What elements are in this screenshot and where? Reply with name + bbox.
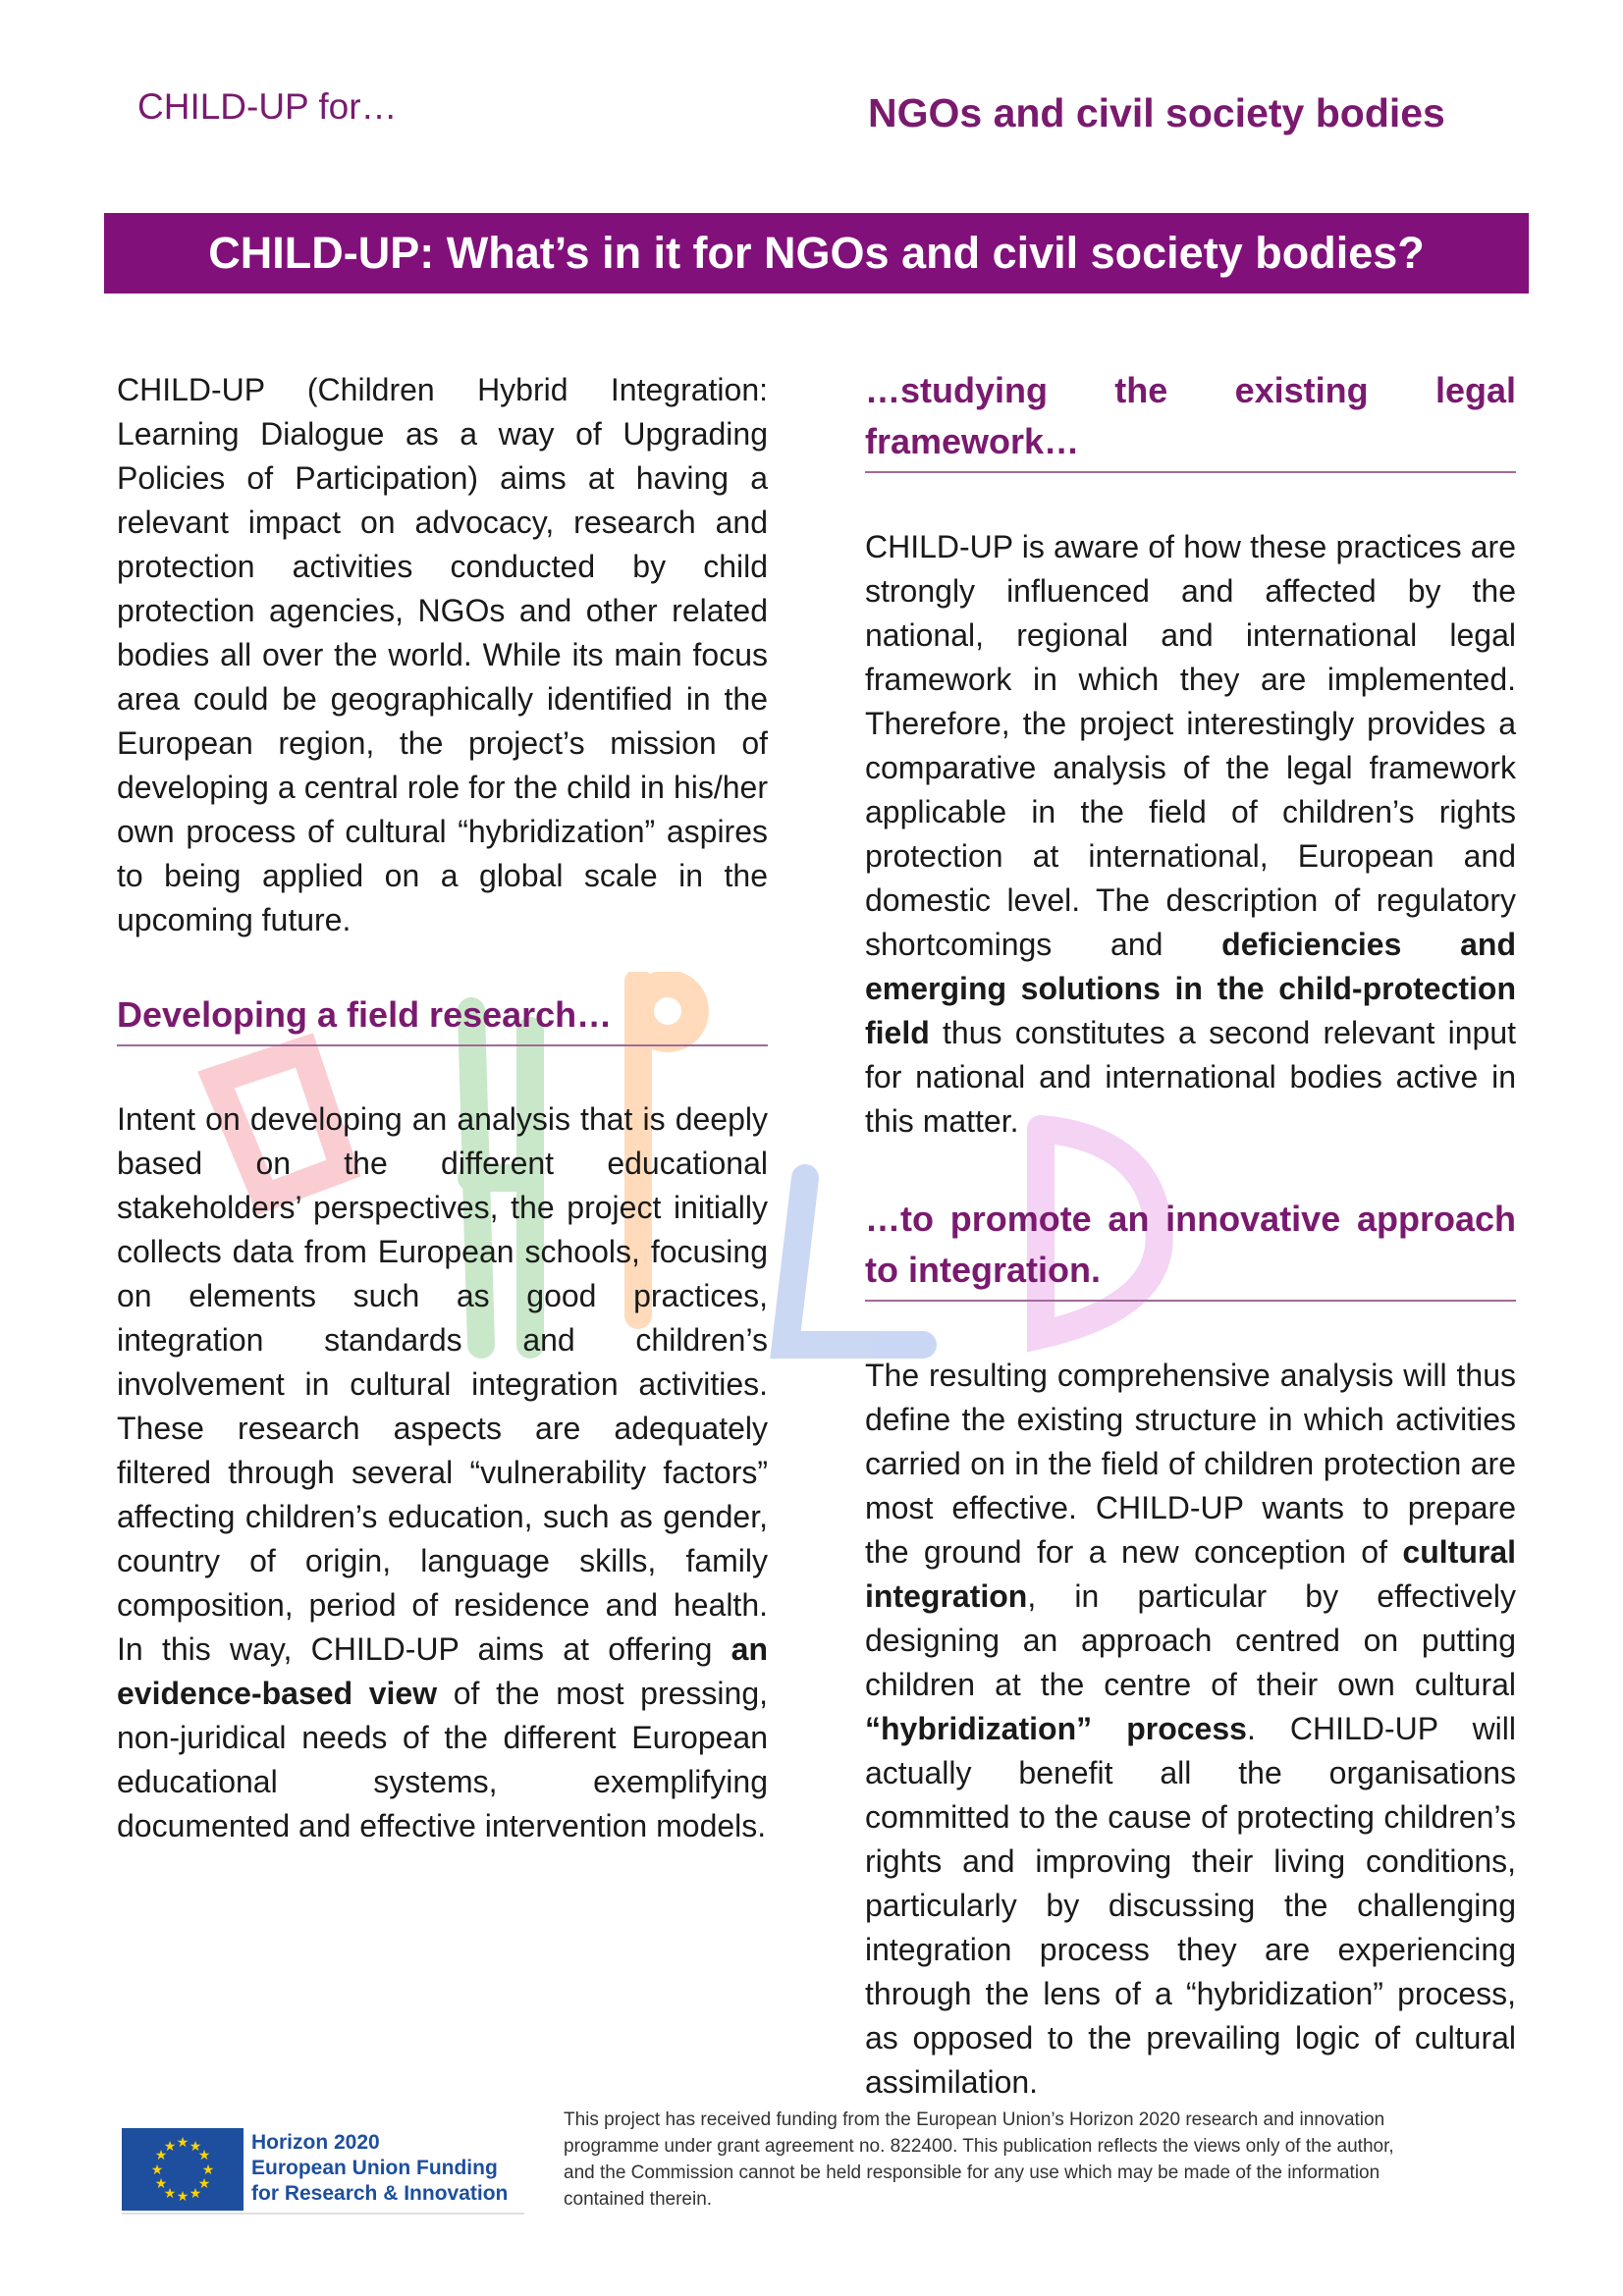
header-left-label: CHILD-UP for… (137, 86, 398, 127)
field-research-paragraph: Intent on developing an analysis that is deeply based on the different educational stakeholders’ perspectives, the project initially collects data from European schools, focusing on elements such as good practices, integration standards and children’s involvement in cultural integration activities. These research aspects are adequately filtered through several “vulnerability factors” affecting children’s education, such as gender, country of origin, language skills, family composition, period of residence and health. In this way, CHILD-UP aims at offering an evidence-based view of the most pressing, non-juridical needs of the different European educational systems, exemplifying documented and effective intervention models. (117, 1101, 769, 1843)
header-right-label: NGOs and civil society bodies (868, 90, 1445, 135)
svg-text:★: ★ (176, 2135, 189, 2151)
svg-text:★: ★ (197, 2176, 211, 2192)
logo-divider (122, 2213, 524, 2215)
disclaimer-line: This project has received funding from the European Union’s Horizon 2020 research and innovation (564, 2109, 1385, 2130)
svg-text:★: ★ (189, 2186, 202, 2202)
page-title-banner: CHILD-UP: What’s in it for NGOs and civil society bodies? (104, 213, 1529, 294)
promote-approach-heading: …to promote an innovative approach to integration. (865, 1194, 1516, 1302)
logo-text (251, 2130, 508, 2207)
field-research-heading: Developing a field research… (117, 989, 768, 1046)
eu-flag-icon (122, 2128, 243, 2211)
svg-text:★: ★ (154, 2148, 168, 2163)
svg-text:★: ★ (201, 2163, 215, 2178)
eu-stars-icon (122, 2128, 243, 2211)
svg-text:★: ★ (154, 2176, 168, 2192)
legal-framework-heading: …studying the existing legal framework… (865, 365, 1516, 473)
funding-disclaimer (564, 2107, 1516, 2213)
left-column (117, 368, 768, 1848)
logo-line: Horizon 2020 (251, 2131, 380, 2154)
disclaimer-line: contained therein. (564, 2189, 713, 2210)
svg-text:★: ★ (189, 2139, 202, 2155)
disclaimer-line: programme under grant agreement no. 822400. This publication reflects the views only of the author, (564, 2136, 1394, 2157)
disclaimer-line: and the Commission cannot be held responsible for any use which may be made of the information (564, 2163, 1380, 2183)
right-column (865, 365, 1516, 2105)
svg-text:★: ★ (150, 2163, 164, 2178)
logo-line: for Research & Innovation (251, 2182, 509, 2205)
logo-line: European Union Funding (251, 2157, 498, 2179)
promote-approach-paragraph: The resulting comprehensive analysis will thus define the existing structure in which activities carried on in the field of children protection are most effective. CHILD-UP wants to prepare the ground for a new conception of cultural integration, in particular by effectively designing an approach centred on putting children at the centre of their own cultural “hybridization” process. CHILD-UP will actually benefit all the organisations committed to the cause of protecting children’s rights and improving their living conditions, particularly by discussing the challenging integration process they are experiencing through the lens of a “hybridization” process, as opposed to the prevailing logic of cultural assimilation. (865, 1358, 1516, 2100)
svg-text:★: ★ (163, 2139, 177, 2155)
svg-text:★: ★ (176, 2189, 189, 2205)
horizon-2020-logo (122, 2126, 524, 2215)
intro-paragraph: CHILD-UP (Children Hybrid Integration: Learning Dialogue as a way of Upgrading Policies of Participation) aims at having a relevant impact on advocacy, research and protection activities conducted by child protection agencies, NGOs and other related bodies all over the world. While its main focus area could be geographically identified in the European region, the project’s mission of developing a central role for the child in his/her own process of cultural “hybridization” aspires to being applied on a global scale in the upcoming future. (117, 372, 768, 937)
svg-text:★: ★ (163, 2186, 177, 2202)
svg-text:★: ★ (197, 2148, 211, 2163)
legal-framework-paragraph: CHILD-UP is aware of how these practices are strongly influenced and affected by the national, regional and international legal framework in which they are implemented. Therefore, the project interestingly provides a comparative analysis of the legal framework applicable in the field of children’s rights protection at international, European and domestic level. The description of regulatory shortcomings and deficiencies and emerging solutions in the child-protection field thus constitutes a second relevant input for national and international bodies active in this matter. (865, 529, 1517, 1139)
